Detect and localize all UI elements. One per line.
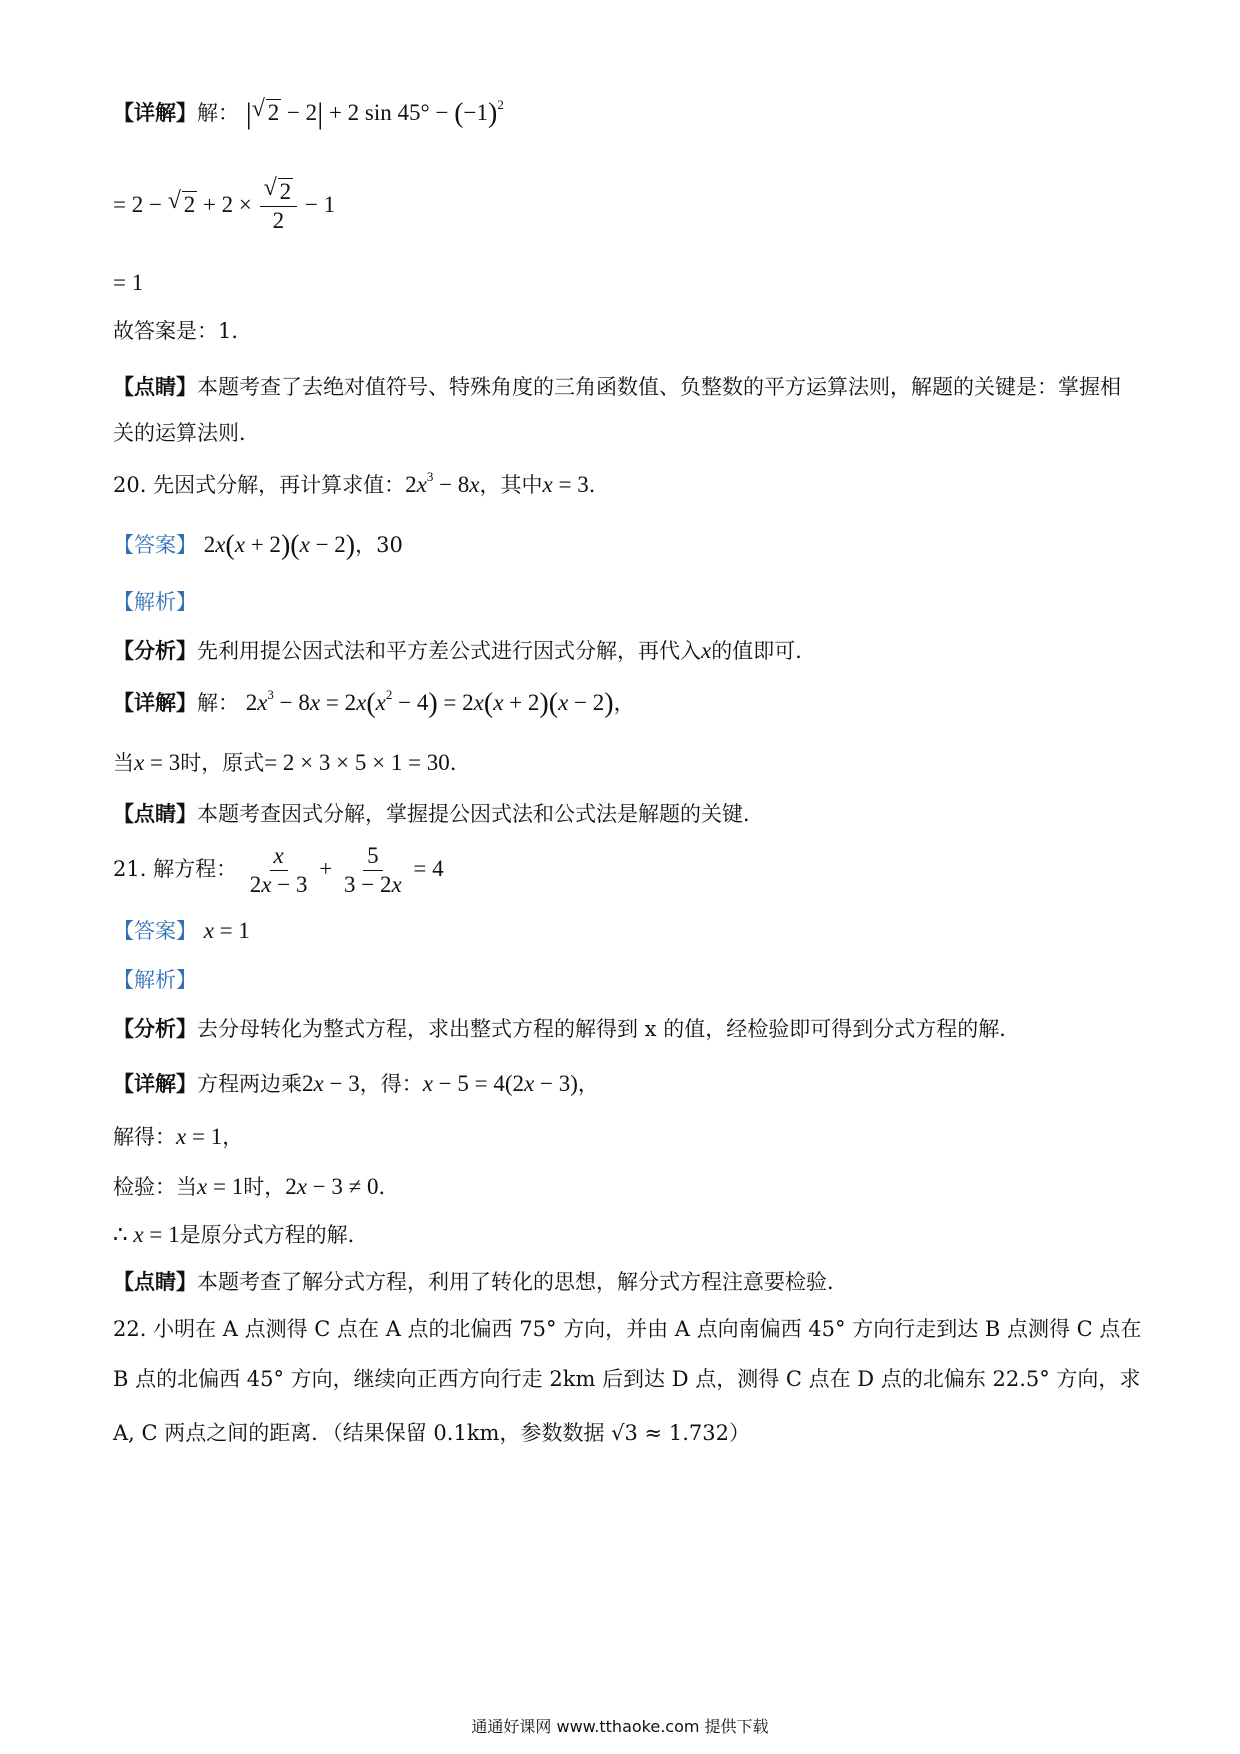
q20-stem: 20. 先因式分解，再计算求值：$2x^3 - 8x$，其中x = 3． <box>113 469 610 497</box>
q20-substitute: 当x = 3时，原式= 2 × 3 × 5 × 1 = 30． <box>113 750 471 775</box>
q19-expression: | √ 2 − 2| + 2 $\sin 45^\circ - (-1)^2$ <box>245 96 504 130</box>
q21-detail: 【详解】方程两边乘2x − 3，得：x − 5 = 4(2x − 3)， <box>113 1071 599 1096</box>
q20-detail: 【详解】解： $2x^3 - 8x = 2x(x^2 - 4) = 2x(x + 2)(x - 2)$， <box>113 687 635 719</box>
q19-comment: 【点睛】本题考查了去绝对值符号、特殊角度的三角函数值、负整数的平方运算法则，解题的关键是：掌握相关的运算法则． <box>113 374 1121 445</box>
footer-watermark: 通通好课网 www.tthaoke.com 提供下载 <box>471 1717 769 1736</box>
q21-check: 检验：当x = 1时，2x − 3 ≠ 0． <box>113 1174 400 1199</box>
detail-tag: 【详解】 <box>113 100 197 125</box>
answer-tag: 【答案】 <box>113 533 197 557</box>
q20-answer: 【答案】 2x(x + 2)(x − 2)，30 <box>113 530 403 561</box>
q22-line3: A, C 两点之间的距离．（结果保留 0.1km，参数数据 √3 ≈ 1.732） <box>113 1421 750 1445</box>
q21-stem: 21. 解方程： $\frac{x}{2x - 3}$ + $\frac{5}{3 - 2x}$ = 4 <box>113 843 444 897</box>
q21-solved: 解得：x = 1， <box>113 1124 244 1149</box>
q21-comment: 【点睛】本题考查了解分式方程，利用了转化的思想，解分式方程注意要检验． <box>113 1269 848 1294</box>
q21-fenxi: 【分析】去分母转化为整式方程，求出整式方程的解得到 x 的值，经检验即可得到分式方程的解． <box>113 1016 1021 1041</box>
q21-analysis-tag: 【解析】 <box>113 968 197 992</box>
q19-detail-line <box>113 98 504 129</box>
q20-fenxi: 【分析】先利用提公因式法和平方差公式进行因式分解，再代入x的值即可． <box>113 638 817 663</box>
q22-line1: 22. 小明在 A 点测得 C 点在 A 点的北偏西 75° 方向，并由 A 点向南偏西 45° 方向行走到达 B 点测得 C 点在 <box>113 1317 1142 1341</box>
q19-jie: 解： <box>197 101 239 125</box>
q21-therefore: ∴ x = 1是原分式方程的解． <box>113 1222 369 1247</box>
q19-step1: = 2 − √ 2 + 2 × √ 2 2 − 1 <box>113 175 336 233</box>
q21-answer: 【答案】 x = 1 <box>113 918 250 943</box>
q22-line2: B 点的北偏西 45° 方向，继续向正西方向行走 2km 后到达 D 点，测得 C 点在 D 点的北偏东 22.5° 方向，求 <box>113 1367 1141 1391</box>
q19-step2: = 1 <box>113 270 144 295</box>
q20-comment: 【点睛】本题考查因式分解，掌握提公因式法和公式法是解题的关键． <box>113 801 764 826</box>
q20-analysis-tag: 【解析】 <box>113 590 197 614</box>
q19-final: 故答案是：1． <box>113 319 253 343</box>
